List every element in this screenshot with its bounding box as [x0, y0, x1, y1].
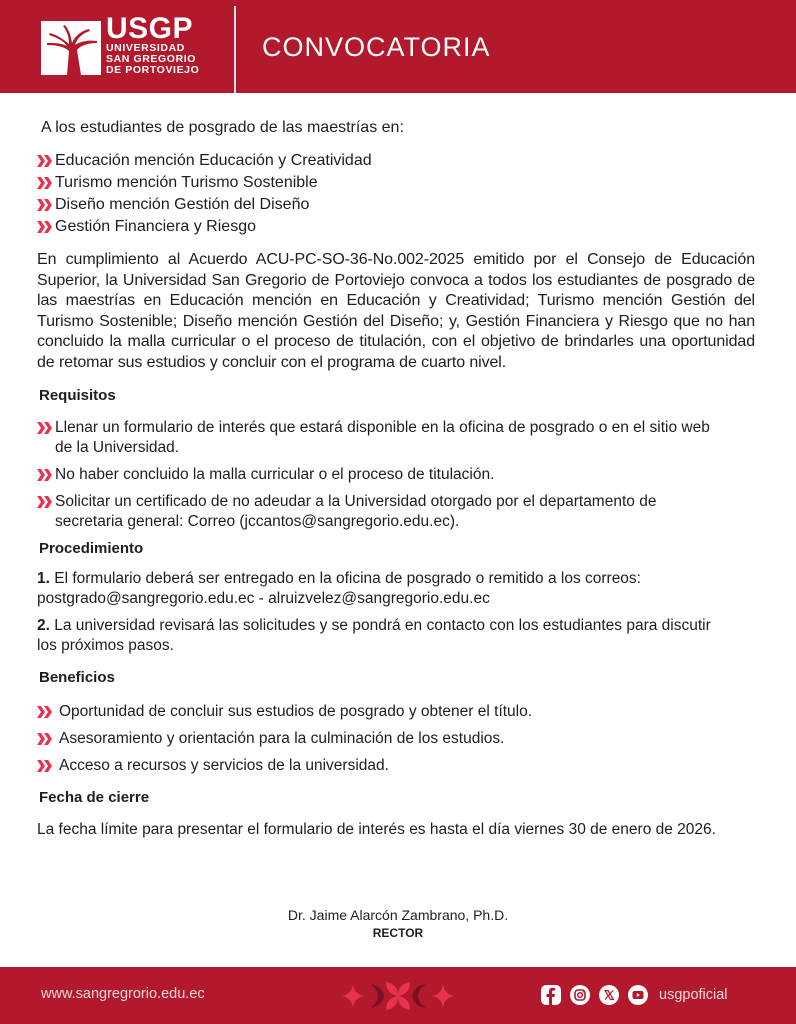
header-banner: [0, 0, 796, 93]
footer-banner: [0, 967, 796, 1024]
double-chevron-icon: [37, 172, 55, 194]
benefit-text: Oportunidad de concluir sus estudios de posgrado y obtener el título.: [59, 703, 533, 720]
website-link[interactable]: www.sangregrorio.edu.ec: [41, 986, 205, 1002]
facebook-icon[interactable]: [541, 985, 561, 1005]
closing-date-text: La fecha límite para presentar el formulario de interés es hasta el día viernes 30 de enero de 2026.: [37, 821, 716, 838]
tree-logo-icon: [41, 21, 101, 75]
signatory-role: RECTOR: [372, 926, 424, 940]
double-chevron-icon: [37, 418, 55, 438]
list-item: [37, 729, 755, 749]
list-item: [37, 492, 755, 532]
double-chevron-icon: [37, 756, 59, 776]
list-item: [37, 172, 755, 194]
double-chevron-icon: [37, 702, 59, 722]
step-text: El formulario deberá ser entregado en la oficina de posgrado o remitido a los correos: postgrado@sangregorio.edu.ec - alruizvelez@sangregorio.edu.ec: [37, 570, 641, 607]
requirement-text: Llenar un formulario de interés que estará disponible en la oficina de posgrado o en el sitio web de la Universidad.: [55, 419, 710, 456]
list-item: [37, 702, 755, 722]
procedure-steps: [37, 569, 755, 656]
instagram-icon[interactable]: [570, 985, 590, 1005]
step-text: La universidad revisará las solicitudes y se pondrá en contacto con los estudiantes para discutir los próximos pasos.: [37, 617, 711, 654]
procedure-step: [37, 616, 717, 656]
benefit-text: Acceso a recursos y servicios de la universidad.: [59, 757, 389, 774]
program-list: [37, 150, 755, 238]
section-heading-procedimiento: Procedimiento: [39, 540, 144, 557]
double-chevron-icon: [37, 150, 55, 172]
signature-block: [0, 906, 796, 942]
decorative-ornament-icon: [338, 976, 458, 1021]
double-chevron-icon: [37, 492, 55, 512]
benefit-text: Asesoramiento y orientación para la culminación de los estudios.: [59, 730, 505, 747]
section-heading-fecha-cierre: Fecha de cierre: [39, 789, 150, 806]
list-item: [37, 150, 755, 172]
list-item: [37, 216, 755, 238]
program-label: Educación mención Educación y Creatividad: [55, 152, 372, 169]
program-label: Gestión Financiera y Riesgo: [55, 218, 256, 235]
logo-line3: DE PORTOVIEJO: [106, 64, 200, 76]
section-heading-beneficios: Beneficios: [39, 669, 115, 686]
list-item: [37, 756, 755, 776]
benefits-list: [37, 702, 755, 776]
list-item: [37, 465, 755, 485]
list-item: [37, 418, 755, 458]
list-item: [37, 194, 755, 216]
requirements-list: [37, 418, 755, 532]
double-chevron-icon: [37, 216, 55, 238]
step-number: 1.: [37, 570, 50, 587]
social-links: [541, 985, 728, 1005]
program-label: Turismo mención Turismo Sostenible: [55, 174, 318, 191]
header-divider: [234, 6, 236, 93]
logo-line1: UNIVERSIDAD: [106, 42, 185, 54]
main-paragraph: En cumplimiento al Acuerdo ACU-PC-SO-36-No.002-2025 emitido por el Consejo de Educación Superior, la Universidad San Gregorio de Portoviejo convoca a todos los estudiantes de posgrado de las maestrías en Educación mención en Educación y Creatividad; Turismo mención Gestión del Turismo Sostenible; Diseño mención Gestión del Diseño; y, Gestión Financiera y Riesgo que no han concluido la malla curricular o el proceso de titulación, con el objetivo de brindarles una oportunidad de retomar sus estudios y concluir con el programa de cuarto nivel.: [37, 251, 755, 371]
double-chevron-icon: [37, 194, 55, 216]
university-logo: [106, 12, 200, 76]
intro-text: A los estudiantes de posgrado de las maestrías en:: [41, 119, 404, 136]
announcement-body: [37, 118, 755, 840]
social-handle[interactable]: usgpoficial: [659, 987, 728, 1003]
signatory-name: Dr. Jaime Alarcón Zambrano, Ph.D.: [287, 907, 509, 923]
requirement-text: Solicitar un certificado de no adeudar a la Universidad otorgado por el departamento de secretaria general: Correo (jccantos@sangregorio.edu.ec).: [55, 493, 657, 530]
x-icon[interactable]: [599, 985, 619, 1005]
step-number: 2.: [37, 617, 50, 634]
logo-line2: SAN GREGORIO: [106, 53, 197, 65]
double-chevron-icon: [37, 465, 55, 485]
logo-acronym: USGP: [106, 12, 194, 45]
procedure-step: [37, 569, 717, 609]
requirement-text: No haber concluido la malla curricular o el proceso de titulación.: [55, 466, 495, 483]
section-heading-requisitos: Requisitos: [39, 387, 116, 404]
page-title: CONVOCATORIA: [262, 32, 491, 62]
program-label: Diseño mención Gestión del Diseño: [55, 196, 310, 213]
double-chevron-icon: [37, 729, 59, 749]
youtube-icon[interactable]: [628, 985, 648, 1005]
